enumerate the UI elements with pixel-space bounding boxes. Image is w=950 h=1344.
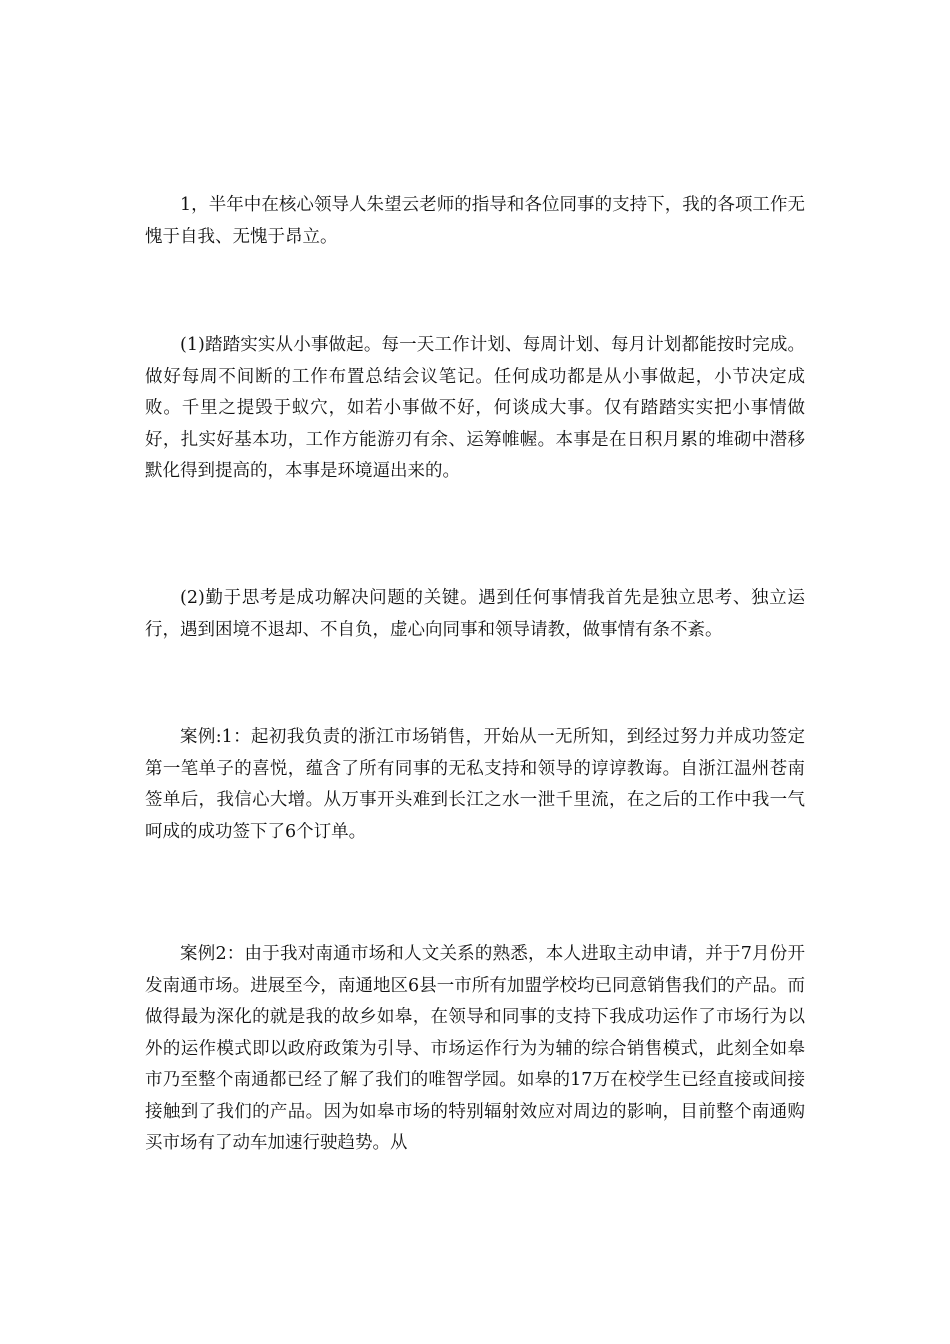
paragraph-case-1: 案例:1：起初我负责的浙江市场销售，开始从一无所知，到经过努力并成功签定第一笔单子的喜悦，蕴含了所有同事的无私支持和领导的谆谆教诲。自浙江温州苍南签单后，我信心大增。从万事开头难到长江之水一泄千里流，在之后的工作中我一气呵成的成功签下了6个订单。 bbox=[145, 727, 805, 842]
paragraph-case-2: 案例2：由于我对南通市场和人文关系的熟悉，本人进取主动申请，并于7月份开发南通市场。进展至今，南通地区6县一市所有加盟学校均已同意销售我们的产品。而做得最为深化的就是我的故乡如皋，在领导和同事的支持下我成功运作了市场行为以外的运作模式即以政府政策为引导、市场运作行为为辅的综合销售模式，此刻全如皋市乃至整个南通都已经了解了我们的唯智学园。如皋的17万在校学生已经直接或间接接触到了我们的产品。因为如皋市场的特别辐射效应对周边的影响，目前整个南通购买市场有了动车加速行驶趋势。从 bbox=[145, 944, 805, 1153]
paragraph-point-1: (1)踏踏实实从小事做起。每一天工作计划、每周计划、每月计划都能按时完成。做好每周不间断的工作布置总结会议笔记。任何成功都是从小事做起，小节决定成败。千里之提毁于蚁穴，如若小事做不好，何谈成大事。仅有踏踏实实把小事情做好，扎实好基本功，工作方能游刃有余、运筹帷幄。本事是在日积月累的堆砌中潜移默化得到提高的，本事是环境逼出来的。 bbox=[145, 335, 805, 481]
paragraph-point-2: (2)勤于思考是成功解决问题的关键。遇到任何事情我首先是独立思考、独立运行，遇到困境不退却、不自负，虚心向同事和领导请教，做事情有条不紊。 bbox=[145, 588, 805, 640]
paragraph-summary: 1，半年中在核心领导人朱望云老师的指导和各位同事的支持下，我的各项工作无愧于自我、无愧于昂立。 bbox=[145, 195, 805, 247]
